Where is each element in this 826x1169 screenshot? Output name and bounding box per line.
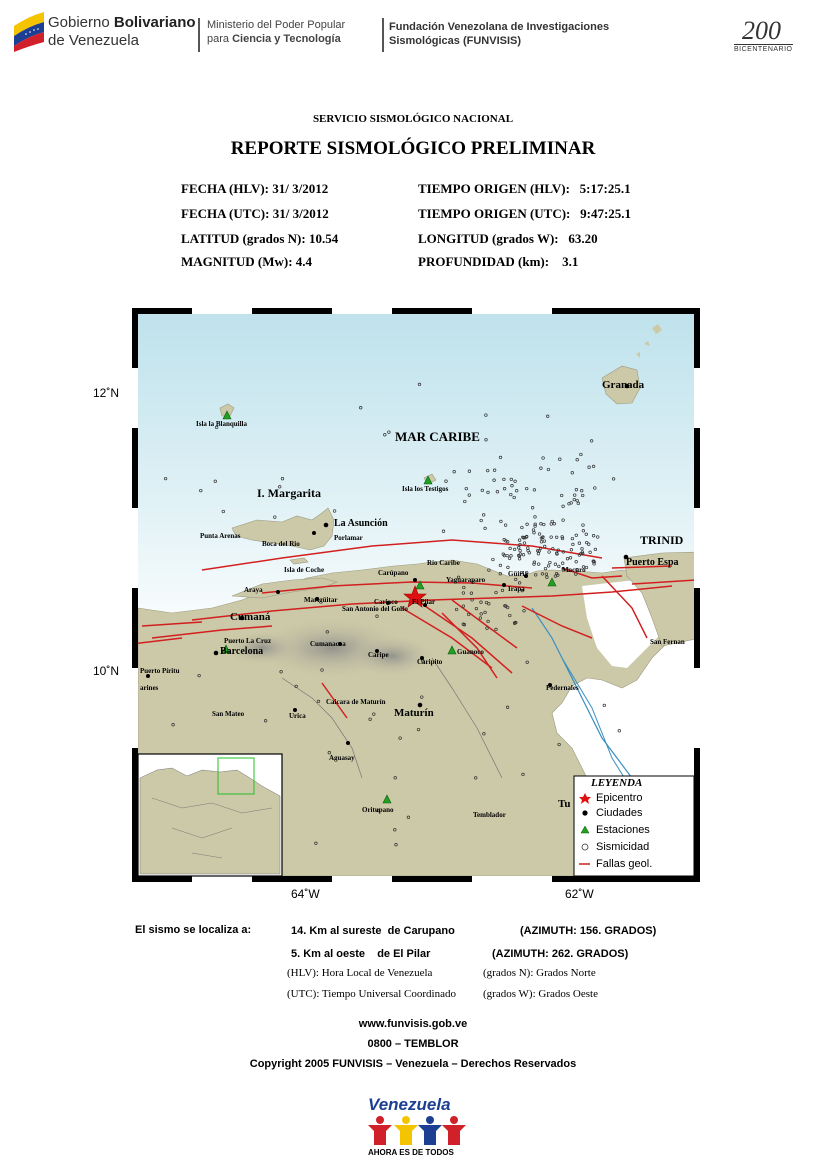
legend-sismicidad: Sismicidad (596, 841, 650, 853)
header-divider (382, 18, 384, 52)
label-carupano: Carúpano (378, 569, 409, 577)
label-el-pilar: El Pilar (412, 598, 436, 606)
label-blanquilla: Isla la Blanquilla (196, 420, 247, 428)
label-macuro: Macuro (562, 566, 586, 574)
label-tucupita: Tu (558, 798, 571, 810)
location-line1-azimuth: (AZIMUTH: 156. GRADOS) (520, 925, 657, 937)
legend-city-icon (582, 810, 587, 815)
funvisis-text: Fundación Venezolana de Investigaciones Sismológicas (FUNVISIS) (389, 21, 610, 47)
label-san-antonio: San Antonio del Golfo (342, 605, 408, 613)
label-oritupano: Oritupano (362, 806, 394, 814)
label-guanoco: Guanoco (457, 648, 484, 656)
label-san-fernando: San Fernan (650, 638, 685, 646)
note-hlv: (HLV): Hora Local de Venezuela (287, 967, 433, 979)
label-mar-caribe: MAR CARIBE (395, 429, 480, 444)
seismic-map (132, 308, 700, 882)
city-dot (276, 590, 280, 594)
gobierno-line2: de Venezuela (48, 32, 139, 49)
city-dot (214, 651, 219, 656)
label-cumanacoa: Cumanacoa (310, 640, 346, 648)
label-cumana: Cumaná (230, 611, 271, 623)
city-dot (324, 523, 329, 528)
tiempo-hlv: TIEMPO ORIGEN (HLV): 5:17:25.1 (418, 181, 631, 196)
label-aguasay: Aguasay (329, 754, 355, 762)
ministerio-text: Ministerio del Poder Popular para Ciencia y Tecnología (207, 19, 346, 45)
people-figures-icon (366, 1115, 468, 1147)
label-puerto-piritu: Puerto Píritu (140, 667, 180, 675)
label-porlamar: Porlamar (334, 534, 363, 542)
label-puerto-espana: Puerto Espa (626, 557, 679, 568)
label-barcelona: Barcelona (220, 646, 264, 657)
note-utc: (UTC): Tiempo Universal Coordinado (287, 988, 456, 1000)
fecha-hlv: FECHA (HLV): 31/ 3/2012 (181, 181, 329, 196)
label-temblador: Temblador (473, 811, 506, 819)
fecha-utc: FECHA (UTC): 31/ 3/2012 (181, 206, 329, 221)
city-dot (346, 741, 350, 745)
label-pedernales: Pedernales (546, 684, 579, 692)
header-divider (198, 18, 200, 52)
label-testigos: Isla los Testigos (402, 485, 449, 493)
label-guiria: Güiria (508, 570, 528, 578)
relief-shading (347, 634, 437, 678)
label-granada: Granada (602, 379, 645, 391)
label-punta-arenas: Punta Arenas (200, 532, 241, 540)
label-clarines: arines (140, 684, 159, 692)
label-la-asuncion: La Asunción (334, 518, 388, 529)
label-yaguaraparo: Yaguaraparo (446, 576, 486, 584)
city-dot (502, 583, 506, 587)
lat-label-10n: 10˚N (93, 664, 120, 678)
location-line2: 5. Km al oeste de El Pilar (291, 948, 431, 960)
label-maturin: Maturín (394, 707, 434, 719)
label-cariaco: Cariaco (374, 598, 398, 606)
profundidad: PROFUNDIDAD (km): 3.1 (418, 254, 579, 269)
label-marigitar: Marigüitar (304, 596, 338, 604)
report-title: REPORTE SISMOLÓGICO PRELIMINAR (230, 138, 596, 159)
label-caicara: Caicara de Maturín (326, 698, 386, 706)
label-trinidad: TRINID (640, 533, 684, 547)
label-araya: Araya (244, 586, 263, 594)
label-coche: Isla de Coche (284, 566, 325, 574)
venezuela-flag-icon (12, 12, 46, 52)
legend-fallas: Fallas geol. (596, 858, 653, 870)
city-dot (413, 578, 417, 582)
label-puerto-la-cruz: Puerto La Cruz (224, 637, 272, 645)
legend-estaciones: Estaciones (596, 824, 650, 836)
lon-label-62w: 62˚W (565, 887, 594, 901)
magnitud: MAGNITUD (Mw): 4.4 (181, 254, 313, 269)
location-line1: 14. Km al sureste de Carupano (291, 925, 455, 937)
latitud: LATITUD (grados N): 10.54 (181, 231, 339, 246)
note-grados-n: (grados N): Grados Norte (483, 967, 596, 979)
bicentenario-logo: 200 BICENTENARIO (734, 16, 793, 53)
location-label: El sismo se localiza a: (135, 924, 252, 936)
city-dot (312, 531, 316, 535)
label-irapa: Irapa (508, 585, 525, 593)
label-boca-rio: Boca del Rio (262, 540, 300, 548)
legend-title: LEYENDA (591, 777, 643, 789)
note-grados-w: (grados W): Grados Oeste (483, 988, 598, 1000)
lon-label-64w: 64˚W (291, 887, 320, 901)
label-margarita: I. Margarita (257, 486, 321, 500)
legend-ciudades: Ciudades (596, 807, 643, 819)
legend-epicentro: Epicentro (596, 792, 643, 804)
phone-number: 0800 – TEMBLOR (367, 1038, 459, 1050)
longitud: LONGITUD (grados W): 63.20 (418, 231, 598, 246)
tiempo-utc: TIEMPO ORIGEN (UTC): 9:47:25.1 (418, 206, 632, 221)
location-line2-azimuth: (AZIMUTH: 262. GRADOS) (492, 948, 629, 960)
inset-map (138, 754, 282, 876)
service-name: SERVICIO SISMOLÓGICO NACIONAL (312, 113, 514, 125)
gobierno-logo (12, 12, 202, 52)
copyright: Copyright 2005 FUNVISIS – Venezuela – Derechos Reservados (249, 1058, 577, 1070)
lat-label-12n: 12˚N (93, 386, 120, 400)
website-link[interactable]: www.funvisis.gob.ve (358, 1018, 468, 1030)
label-caripito: Caripito (417, 658, 443, 666)
label-caripe: Caripe (368, 651, 389, 659)
label-urica: Urica (289, 712, 306, 720)
label-rio-caribe: Río Caribe (427, 559, 460, 567)
label-san-mateo: San Mateo (212, 710, 245, 718)
venezuela-ahora-logo: Venezuela AHORA ES DE TODOS (364, 1095, 470, 1159)
gobierno-line1: Gobierno Bolivariano (48, 14, 196, 31)
